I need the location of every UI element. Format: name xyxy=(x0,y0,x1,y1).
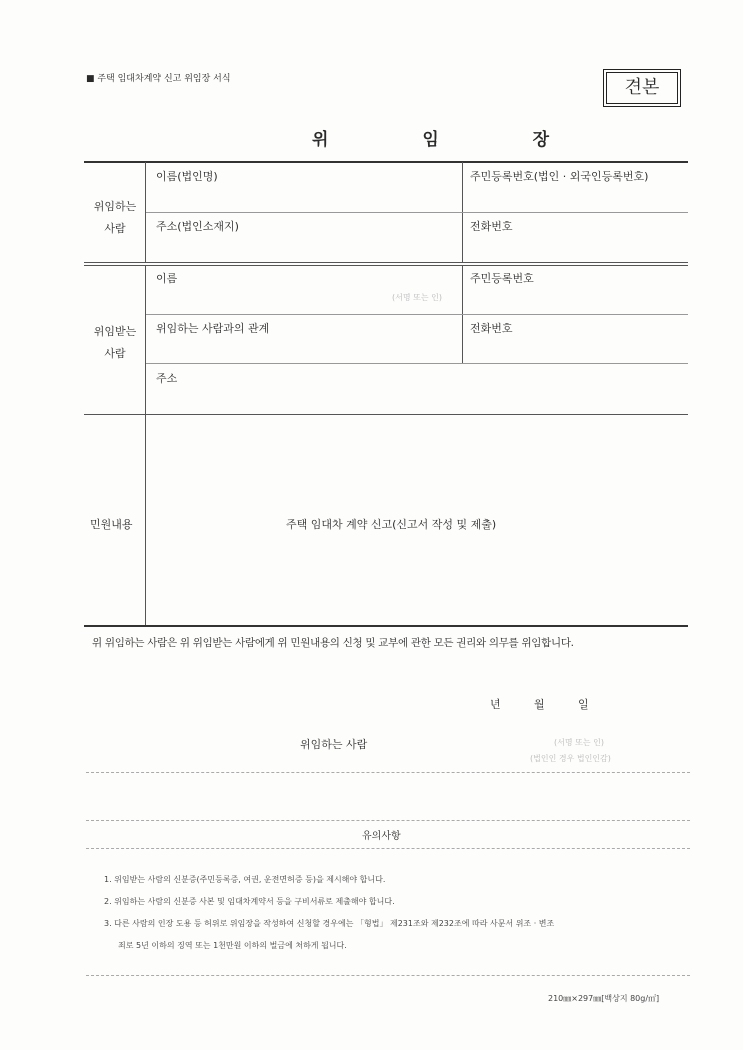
notes-title-separator xyxy=(86,848,690,849)
delegator-address-label: 주소(법인소재지) xyxy=(156,220,239,233)
delegator-label-line2: 사람 xyxy=(104,222,126,235)
signature-hint-1: (서명 또는 인) xyxy=(554,738,604,747)
declaration-text: 위 위임하는 사람은 위 위임받는 사람에게 위 민원내용의 신청 및 교부에 관한 모든 권리와 의무를 위임합니다. xyxy=(92,637,574,649)
notes-title: 유의사항 xyxy=(362,831,401,842)
delegator-label-line1: 위임하는 xyxy=(93,200,137,213)
petition-label: 민원내용 xyxy=(90,518,133,531)
note-item-3: 3. 다른 사람의 인장 도용 등 허위로 위임장을 작성하여 신청할 경우에는 「형법」 제231조와 제232조에 따라 사문서 위조 · 변조 xyxy=(104,919,555,928)
delegate-row-divider-2 xyxy=(146,363,688,364)
delegate-row-divider-1 xyxy=(146,314,688,315)
note-item-2: 2. 위임하는 사람의 신분증 사본 및 임대차계약서 등을 구비서류로 제출해야 합니다. xyxy=(104,897,395,906)
signature-hint-2: (법인인 경우 법인인감) xyxy=(530,754,611,763)
delegator-name-label: 이름(법인명) xyxy=(156,170,218,183)
delegate-id-label: 주민등록번호 xyxy=(470,272,534,285)
note-item-3-continued: 죄로 5년 이하의 징역 또는 1천만원 이하의 벌금에 처하게 됩니다. xyxy=(118,941,347,950)
petition-divider xyxy=(145,415,146,625)
form-top-border xyxy=(84,161,688,163)
delegate-phone-label: 전화번호 xyxy=(470,322,513,335)
date-year: 년 xyxy=(490,698,501,711)
delegate-label-line1: 위임받는 xyxy=(93,325,137,338)
section-divider-2 xyxy=(84,414,688,415)
delegate-label-line2: 사람 xyxy=(104,347,126,360)
sample-stamp: 견본 xyxy=(606,72,678,104)
date-month: 월 xyxy=(534,698,545,711)
delegator-id-label: 주민등록번호(법인 · 외국인등록번호) xyxy=(470,170,649,183)
petition-content: 주택 임대차 계약 신고(신고서 작성 및 제출) xyxy=(286,518,497,531)
delegate-signature-hint: (서명 또는 인) xyxy=(392,293,442,302)
delegator-label xyxy=(90,198,140,236)
notes-top-border xyxy=(86,820,690,821)
section-divider-1b xyxy=(84,265,688,266)
delegate-relation-label: 위임하는 사람과의 관계 xyxy=(156,322,270,335)
form-bottom-border xyxy=(84,625,688,627)
signature-separator xyxy=(86,772,690,773)
delegator-row-divider xyxy=(146,212,688,213)
paper-spec-footer: 210㎜×297㎜[백상지 80g/㎡] xyxy=(548,994,660,1003)
delegate-divider xyxy=(145,266,146,414)
note-item-1: 1. 위임받는 사람의 신분증(주민등록증, 여권, 운전면허증 등)을 제시해야 합니다. xyxy=(104,875,386,884)
page-title: 위 임 장 xyxy=(312,130,594,150)
date-day: 일 xyxy=(578,698,589,711)
signature-label: 위임하는 사람 xyxy=(300,738,368,751)
form-label: ■ 주택 임대차계약 신고 위임장 서식 xyxy=(86,74,231,84)
delegate-label xyxy=(90,323,140,361)
section-divider-1a xyxy=(84,262,688,263)
notes-bottom-border xyxy=(86,975,690,976)
delegator-phone-label: 전화번호 xyxy=(470,220,513,233)
delegate-address-label: 주소 xyxy=(156,372,178,385)
delegate-name-label: 이름 xyxy=(156,272,178,285)
